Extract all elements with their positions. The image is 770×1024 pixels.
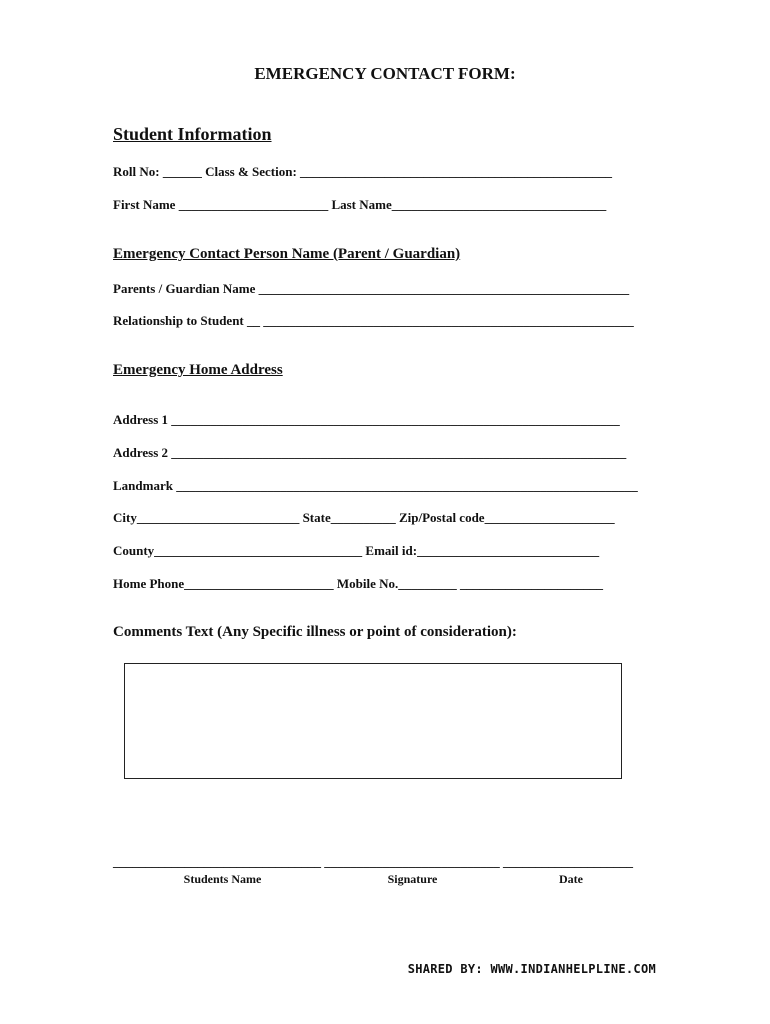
signature-lines[interactable]: ________________________________ ___________________________ ____________________ [113,854,633,869]
emergency-contact-heading: Emergency Contact Person Name (Parent / Guardian) [113,246,461,262]
relationship-line[interactable]: Relationship to Student __ _________________________________________________________ [113,313,634,328]
county-email-line[interactable]: County________________________________ Email id:____________________________ [113,543,600,558]
home-address-heading: Emergency Home Address [113,362,283,378]
phone-line[interactable]: Home Phone_______________________ Mobile No._________ ______________________ [113,576,604,591]
signature-label: Signature [387,872,438,886]
date-label: Date [559,872,583,886]
students-name-label: Students Name [183,872,262,886]
footer-shared-by: SHARED BY: WWW.INDIANHELPLINE.COM [407,962,656,976]
name-line[interactable]: First Name _______________________ Last Name_________________________________ [113,197,607,212]
comments-box[interactable] [124,663,622,779]
landmark-line[interactable]: Landmark _______________________________________________________________________ [113,478,638,493]
address1-line[interactable]: Address 1 _____________________________________________________________________ [113,412,620,427]
comments-heading: Comments Text (Any Specific illness or point of consideration): [113,624,517,640]
guardian-name-line[interactable]: Parents / Guardian Name _________________________________________________________ [113,281,630,296]
form-title: EMERGENCY CONTACT FORM: [254,64,516,83]
student-information-heading: Student Information [113,124,272,144]
address2-line[interactable]: Address 2 ______________________________________________________________________ [113,445,627,460]
roll-class-line[interactable]: Roll No: ______ Class & Section: ________________________________________________ [113,164,613,179]
city-state-zip-line[interactable]: City_________________________ State__________ Zip/Postal code____________________ [113,510,615,525]
